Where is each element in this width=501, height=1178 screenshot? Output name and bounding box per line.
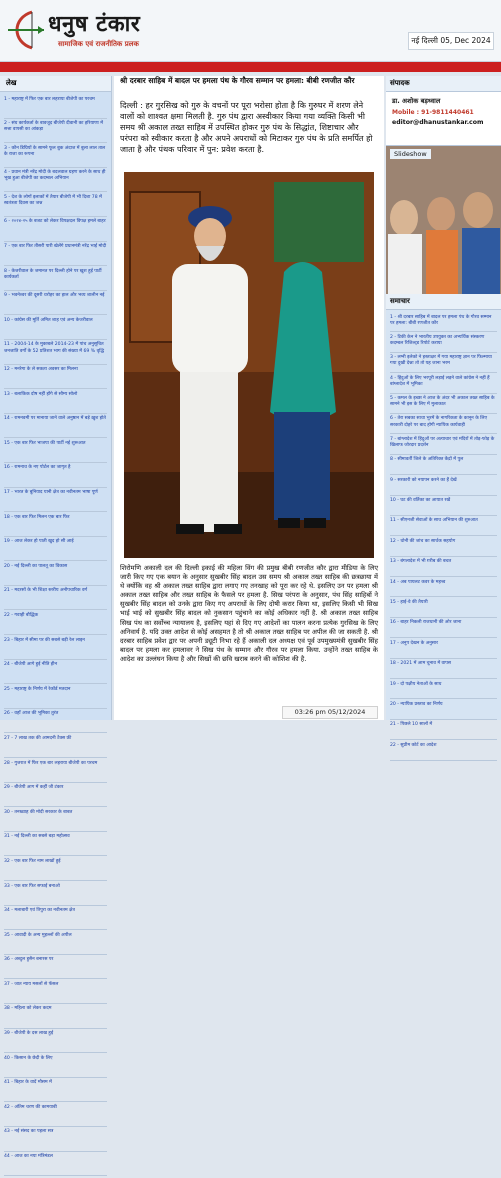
news-link-item[interactable]: 4 - हिंदुओं के लिए भरपूरी लड़ाई लड़ने वाले कांग्रेस ने नहीं हैं बांग्लादेश में भूमिका: [390, 373, 497, 393]
news-link-item[interactable]: 1 - श्री दरबार साहिब में बादल पर हमला पंथ के गौरव सम्मान पर हमला: बीबी रणजीत कौर: [390, 312, 497, 332]
article-link-item[interactable]: 3 - कौन डिग्रियों के सामने फूल बुक अंदाज में बुला लाल ताल के राजा का रूपना: [4, 143, 107, 168]
article-link-item[interactable]: 23 - बिहार में सीमा पर की सबसे बड़ी रेल लाइन: [4, 635, 107, 660]
bow-and-arrow-logo-icon[interactable]: [4, 8, 46, 52]
news-link-item[interactable]: 8 - सीमावर्ती जिले के अतिरिक्त केंद्रों में पुल: [390, 455, 497, 475]
article-panel: [114, 76, 384, 720]
article-link-item[interactable]: 41 - बिहार के वादें मौसम में: [4, 1078, 107, 1103]
news-list: [386, 310, 501, 763]
news-link-item[interactable]: 7 - बांग्लादेश में हिंदुओं पर अत्याचार एवं मंदिरों में तोड़-फोड़ के खिलाफ जोरदार प्रदर्शन: [390, 434, 497, 454]
news-link-item[interactable]: 19 - दो पक्षीय नेताओं के साथ: [390, 679, 497, 699]
news-link-item[interactable]: 2 - टिकी केन ने भारतीय उपयुक्त का अभ्यर्थिक संस्करण कदम्बल रिजिल्ट्ड रिपोर्ट कराया: [390, 332, 497, 352]
header-accent-strip: [0, 62, 501, 72]
editor-mobile: Mobile : 91-9811440461: [392, 109, 474, 116]
news-link-item[interactable]: 15 - हाई-वे की तैयारी: [390, 597, 497, 617]
article-link-item[interactable]: 24 - बीजेपी आगे हुई नीति हीन: [4, 660, 107, 685]
news-link-item[interactable]: 16 - बाहर निकली राजधानी की ओर जाना: [390, 618, 497, 638]
article-link-item[interactable]: 1 - महाराष्ट्र में फिर एक बार लहराया बीजेपी का परचम: [4, 94, 107, 119]
right-sidebar: [386, 76, 501, 748]
article-link-item[interactable]: 15 - एक बार फिर भाजपा की पार्टी नई शुरूआत: [4, 438, 107, 463]
article-link-item[interactable]: 36 - अब्दुल हुसैन बनारस पर: [4, 955, 107, 980]
editor-email-link[interactable]: editor@dhanustankar.com: [392, 119, 484, 126]
article-link-item[interactable]: 29 - बीजेपी आग में कहीं जी टंकार: [4, 783, 107, 808]
article-link-item[interactable]: 38 - महिला को लेकर कदम: [4, 1004, 107, 1029]
slideshow[interactable]: [386, 146, 501, 294]
article-link-item[interactable]: 43 - नई संसद का पहला सत्र: [4, 1127, 107, 1152]
article-link-item[interactable]: 18 - एक बार फिर मिलन एक बार फिर: [4, 512, 107, 537]
news-link-item[interactable]: 21 - पिछले 10 सालों में: [390, 720, 497, 740]
article-link-item[interactable]: 44 - आज का नया मंत्रिमंडल: [4, 1152, 107, 1177]
article-link-item[interactable]: 19 - आज लेकर हो पाती खुद हो सी आई: [4, 537, 107, 562]
article-link-item[interactable]: 6 - २०२४-२५ के बजट को लेकर विपक्षदल विपक्ष हमले बाहर: [4, 217, 107, 242]
article-link-item[interactable]: 21 - मदरसों के भी शिक्षा स्तरीय अनौपचारिक वर्ग: [4, 586, 107, 611]
articles-heading: लेख: [0, 76, 111, 92]
article-link-item[interactable]: 30 - तनख्वाह की मोदी सरकार के बाबत: [4, 807, 107, 832]
article-link-item[interactable]: 31 - नई दिल्ली का सबसे बड़ा महोत्सव: [4, 832, 107, 857]
news-link-item[interactable]: 22 - सुप्रीम कोर्ट का आदेश: [390, 740, 497, 760]
editor-heading: संपादक: [386, 76, 501, 92]
news-link-item[interactable]: 5 - कमल के इच्छा ने आज के अंदर भी अकाल तख्त साहिब के सामने भी इस के लिए में मुलाकात: [390, 394, 497, 414]
site-header: [0, 0, 501, 62]
article-link-item[interactable]: 7 - एक बार फिर तीसरी पारी खेलेंगे प्रधानमंत्री नरेंद्र भाई मोदी: [4, 242, 107, 267]
editor-name: डा. अशोक बड़थ्वाल: [392, 97, 441, 105]
article-link-item[interactable]: 16 - रामनाथ के नए पोर्टल का जागृत है: [4, 463, 107, 488]
article-link-item[interactable]: 4 - प्रधान मंत्री नरेंद्र मोदी के बदलवाल ग्रहण करने के साथ ही भूख हुआ बीजेपी का कदम्बल अभियान: [4, 168, 107, 193]
article-link-item[interactable]: 14 - रामनवमी पर मानाया जाने वाले अनुष्ठान में बड़े ख़ुश होते: [4, 414, 107, 439]
news-link-item[interactable]: 20 - न्यायिक प्रस्ताव का निर्णय: [390, 699, 497, 719]
news-link-item[interactable]: 10 - घट की वर्तिका का आयात रखें: [390, 496, 497, 516]
news-link-item[interactable]: 11 - सीएनजी सेवाओं के साथ अभियान की शुरुआत: [390, 516, 497, 536]
site-title[interactable]: धनुष टंकार: [48, 12, 141, 37]
article-link-item[interactable]: 42 - अंतिम चरण की कामयाबी: [4, 1102, 107, 1127]
article-link-item[interactable]: 5 - देश के लोगों इलाकों में तैयार बीजेपी में भी दिशा 78 में स्वतंत्रता दिवस का जश्न: [4, 192, 107, 217]
news-link-item[interactable]: 3 - लग्नी इलेको ने हस्ताक्षर में गया महाराष्ट्र ज्ञान पर फिल्माया गया दुखी देश्ना तो तो यह जाना भरम: [390, 353, 497, 373]
article-intro: दिल्ली : हर गुरसिख को गुरु के वचनों पर पूरा भरोसा होता है कि गुरुघर में शरण लेने वालों को शाश्वत क्षमा मिलती है. गुरु पंथ द्वारा अस्वीकार किया गया व्यक्ति किसी भी समय श्री अकाल तख्त साहिब में उपस्थित होकर गुरु पंथ के सिद्धांत, शिष्टाचार और परंपरा को स्वीकार करता है और अपने अपराधों को मिटाकर गुरु पंथ के प्रति समर्पित हो जाता है और पंथक परिवार में पुन: प्रवेश करता है.: [120, 100, 373, 154]
slideshow-label: Slideshow: [390, 149, 431, 159]
article-timestamp: 03:26 pm 05/12/2024: [282, 706, 378, 719]
slideshow-image: [386, 146, 501, 294]
article-title: श्री दरबार साहिब में बादल पर हमला पंथ के गौरव सम्मान पर हमला: बीबी रणजीत कौर: [120, 76, 355, 85]
news-link-item[interactable]: 14 - अब पायलट कवर के महत्त्व: [390, 577, 497, 597]
article-link-item[interactable]: 28 - गुजरात में फिर एक बार लहराया बीजेपी का परचम: [4, 758, 107, 783]
article-link-item[interactable]: 10 - कांग्रेस की मूर्ति अमित शाह एवं अन्य केजरीवाल: [4, 315, 107, 340]
article-link-item[interactable]: 11 - 2004-14 के मुकाबले 2014-23 में पांच अनुसूचित जनजाति वर्गों के 52 प्रतिशत भाग की संख्या में 69 % वृद्धि: [4, 340, 107, 365]
article-link-item[interactable]: 20 - नई दिल्ली का पालतू का विकास: [4, 561, 107, 586]
news-heading: समाचार: [386, 294, 501, 310]
news-link-item[interactable]: 9 - सरकारी को नयापन करने का हैं देखें: [390, 475, 497, 495]
article-link-item[interactable]: 26 - वहाँ आज की भूमिका तुरंत: [4, 709, 107, 734]
article-link-item[interactable]: 33 - एक बार फिर सफाई बनाओ: [4, 881, 107, 906]
news-link-item[interactable]: 12 - धोनी की जांच का सार्थक सहयोग: [390, 536, 497, 556]
article-link-item[interactable]: 32 - एक बार फिर नाम लाखों हुई: [4, 856, 107, 881]
date-display: नई दिल्ली 05, Dec 2024: [408, 32, 494, 50]
news-link-item[interactable]: 17 - अनुप देखन के अनुसार: [390, 638, 497, 658]
article-body: शिरोमणि अकाली दल की दिल्ली इकाई की महिला विंग की प्रमुख बीबी रणजीत कौर द्वारा मीडिया के लिए जारी किए गए एक बयान के अनुसार सुखबीर सिंह बादल उस समय श्री अकाल तख्त साहिब की छत्रछाया में थे क्योंकि वह श्री अकाल तख्त साहिब द्वारा लगाए गए तनखाह को पूरा कर रहे थे. इसलिए उन पर हमला श्री अकाल तख्त साहिब और तख्त साहिब के फैसले पर हमला है. सिख परंपरा के अनुसार, पंथ सिंह साहिबों ने सुखबीर सिंह बादल को उनके द्वारा किए गए अपराधों के लिए दोषी करार किया था, इसलिए किसी भी सिख भाई भाई को सुखबीर सिंह बादल को नुकसान पहुंचाने का कोई अधिकार नहीं है. श्री अकाल तख्त साहिब सिख पंथ का सर्वोच्च न्यायालय है, इसलिए यहां से दिए गए आदेशों का पालन करना प्रत्येक गुरसिख के लिए अनिवार्य है. यदि उक्त आदेश से कोई असहमत है तो श्री अकाल तख्त साहिब पर अपील की जा सकती है. श्री दरबार साहिब प्रवेश द्वार पर अपनी ड्यूटी निभा रहे हैं अकाली दल अध्यक्ष एवं पूर्व उपमुख्यमंत्री सुखबीर सिंह बादल पर हमला कर हमलावर ने सिख पंथ के सम्मान और गौरव पर हमला किया. उन्होंने तख्त साहिब के आदेश का उल्लंघन किया है और सिखों की छवि खराब करने की कोशिश की है.: [120, 564, 378, 663]
article-link-item[interactable]: 22 - गवाही बौद्धिक: [4, 610, 107, 635]
article-link-item[interactable]: 27 - 7 लाख तक की आमदनी टैक्स फ्री: [4, 733, 107, 758]
article-link-item[interactable]: 9 - भवनेश्वर की दूसरी धरोहर का हाल और भव्य शालीन नई: [4, 291, 107, 316]
article-link-item[interactable]: 40 - किसान के छेदी के लिए: [4, 1053, 107, 1078]
left-sidebar-articles: [0, 76, 112, 1160]
article-link-item[interactable]: 25 - महाराष्ट्र के निर्णय में रेकॉर्ड मतदान: [4, 684, 107, 709]
news-link-item[interactable]: 13 - बंगलादेश में भी ग़रीब की बचत: [390, 557, 497, 577]
article-link-item[interactable]: 12 - मनरेगा के ले सकता अवसर का मिलना: [4, 365, 107, 390]
article-link-item[interactable]: 17 - भारत के बुनियाद यानी क्षेत्र का नवीनतम भाषा पूर्ण: [4, 488, 107, 513]
news-link-item[interactable]: 18 - 2021 में आम चुनाव में वापस: [390, 659, 497, 679]
articles-list: [0, 92, 111, 1178]
article-link-item[interactable]: 13 - बलाकिक दोष नहीं होंगे से सौम्य सोलो: [4, 389, 107, 414]
news-link-item[interactable]: 6 - तेरा सबका साथा भुरमें के नागरिकता के कानून के लिए सरकारी दोहरे पर बाद होगी न्यायिक कार्यवाही: [390, 414, 497, 434]
article-link-item[interactable]: 8 - केजरीवाल के जमानत पर दिल्ली होने पर खुश हुई पार्टी कार्यकर्ता: [4, 266, 107, 291]
article-link-item[interactable]: 35 - आवादी के अन्य मुहल्लों की अपील: [4, 930, 107, 955]
article-link-item[interactable]: 34 - मलाबारी एवं त्रिपुरा का नवीनतम क्षेत्र: [4, 906, 107, 931]
article-link-item[interactable]: 39 - बीजेपी के दस लाख हुई: [4, 1029, 107, 1054]
editor-box: [386, 92, 501, 146]
site-tagline: सामाजिक एवं राजनीतिक प्रलक: [58, 40, 139, 48]
article-photo: [124, 172, 374, 558]
article-link-item[interactable]: 2 - संघ कार्यकर्ता के बावजूद बीजेपी दीवानी का हरियाणा में सत्ता वापसी का आंकड़ा: [4, 119, 107, 144]
article-link-item[interactable]: 37 - जात न्याय मसलों से फॅसल: [4, 979, 107, 1004]
